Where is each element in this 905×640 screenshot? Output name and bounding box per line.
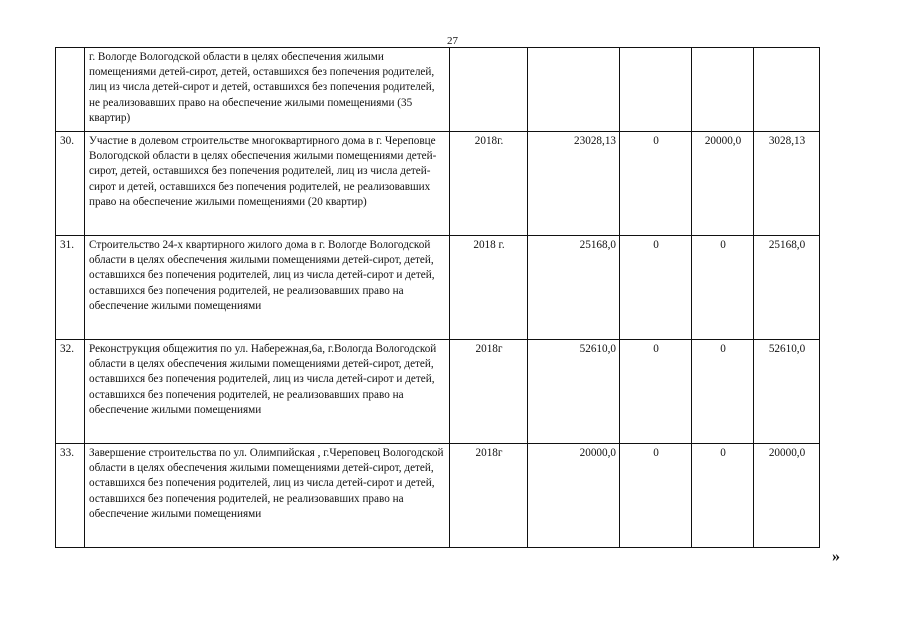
table-row xyxy=(56,444,820,548)
table-row xyxy=(56,132,820,236)
cell-col-c: 3028,13 xyxy=(754,132,820,236)
cell-year: 2018 г. xyxy=(450,236,528,340)
cell-col-c: 52610,0 xyxy=(754,340,820,444)
cell-num: 31. xyxy=(56,236,85,340)
cell-num xyxy=(56,48,85,132)
cell-description: г. Вологде Вологодской области в целях обеспечения жилыми помещениями детей-сирот, детей, оставшихся без попечения родителей, лиц из числа детей-сирот и детей, оставшихся без попечения родителей, не реализовавших право на обеспечение жилыми помещениями (35 квартир) xyxy=(85,48,450,132)
cell-description: Завершение строительства по ул. Олимпийская , г.Череповец Вологодской области в целях обеспечения жилыми помещениями детей-сирот, детей, оставшихся без попечения родителей, лиц из числа детей-сирот и детей, оставшихся без попечения родителей, не реализовавших право на обеспечение жилыми помещениями xyxy=(85,444,450,548)
table-row xyxy=(56,340,820,444)
cell-col-a: 0 xyxy=(620,340,692,444)
page-number: 27 xyxy=(447,35,458,47)
cell-col-b: 0 xyxy=(692,340,754,444)
cell-col-b: 20000,0 xyxy=(692,132,754,236)
cell-num: 32. xyxy=(56,340,85,444)
cell-col-c: 20000,0 xyxy=(754,444,820,548)
cell-col-b: 0 xyxy=(692,444,754,548)
table-row-continuation xyxy=(56,48,820,132)
cell-year xyxy=(450,48,528,132)
program-table xyxy=(55,47,820,548)
table-row xyxy=(56,236,820,340)
cell-col-a: 0 xyxy=(620,236,692,340)
cell-year: 2018г xyxy=(450,444,528,548)
cell-num: 30. xyxy=(56,132,85,236)
cell-col-b: 0 xyxy=(692,236,754,340)
cell-total: 20000,0 xyxy=(528,444,620,548)
cell-year: 2018г xyxy=(450,340,528,444)
cell-total: 23028,13 xyxy=(528,132,620,236)
cell-col-a: 0 xyxy=(620,444,692,548)
cell-year: 2018г. xyxy=(450,132,528,236)
cell-num: 33. xyxy=(56,444,85,548)
cell-col-c: 25168,0 xyxy=(754,236,820,340)
cell-col-a xyxy=(620,48,692,132)
cell-col-c xyxy=(754,48,820,132)
cell-description: Участие в долевом строительстве многоквартирного дома в г. Череповце Вологодской области в целях обеспечения жилыми помещениями детей-сирот, детей, оставшихся без попечения родителей, лиц из числа детей-сирот и детей, оставшихся без попечения родителей, не реализовавших право на обеспечение жилыми помещениями (20 квартир) xyxy=(85,132,450,236)
cell-col-a: 0 xyxy=(620,132,692,236)
cell-total xyxy=(528,48,620,132)
cell-description: Реконструкция общежития по ул. Набережная,6а, г.Вологда Вологодской области в целях обеспечения жилыми помещениями детей-сирот, детей, оставшихся без попечения родителей, лиц из числа детей-сирот и детей, оставшихся без попечения родителей, не реализовавших право на обеспечение жилыми помещениями xyxy=(85,340,450,444)
cell-description: Строительство 24-х квартирного жилого дома в г. Вологде Вологодской области в целях обеспечения жилыми помещениями детей-сирот, детей, оставшихся без попечения родителей, лиц из числа детей-сирот и детей, оставшихся без попечения родителей, не реализовавших право на обеспечение жилыми помещениями xyxy=(85,236,450,340)
cell-total: 52610,0 xyxy=(528,340,620,444)
closing-quote-mark: » xyxy=(832,548,840,565)
cell-total: 25168,0 xyxy=(528,236,620,340)
cell-col-b xyxy=(692,48,754,132)
